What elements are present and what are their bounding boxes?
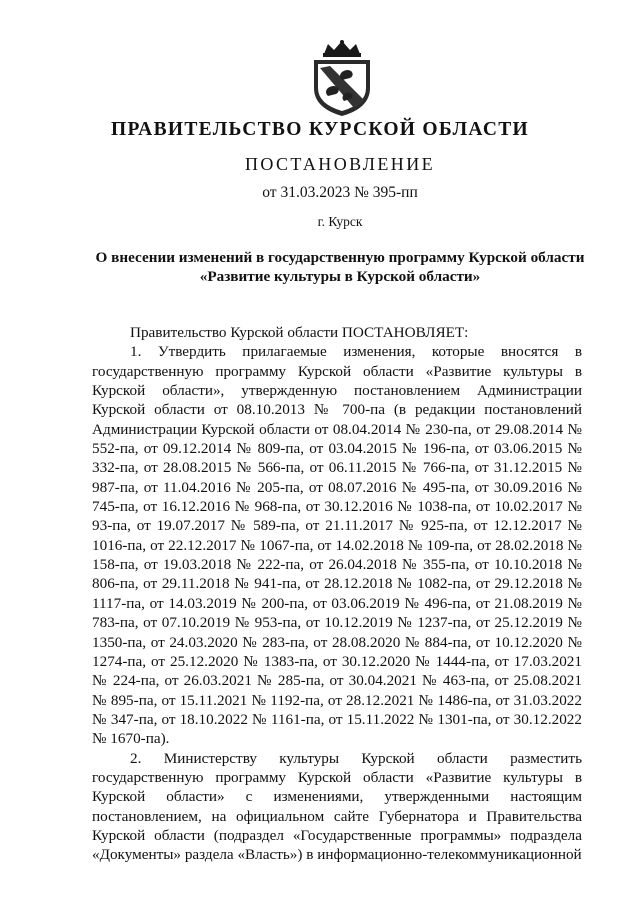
document-heading bbox=[80, 248, 600, 286]
kursk-coat-of-arms-icon bbox=[306, 38, 378, 118]
body-intro: Правительство Курской области ПОСТАНОВЛЯЕТ: bbox=[130, 324, 469, 341]
document-date-number: от 31.03.2023 № 395-пп bbox=[262, 184, 418, 201]
body-item-2: 2. Министерству культуры Курской области разместить государственную программу Курской области «Развитие культуры в Курской области» с изменениями, утвержденными настоящим постановлением, на официальном сайте Губернатора и Правительства Курской области (подраздел «Государственные программы» подраздела «Документы» раздела «Власть») в информационно-телекоммуникационной bbox=[92, 749, 582, 864]
body-item-1: 1. Утвердить прилагаемые изменения, которые вносятся в государственную программу Курской области «Развитие культуры в Курской области», утвержденную постановлением Администрации Курской области от 08.10.2013 № 700-па (в редакции постановлений Администрации Курской области от 08.04.2014 № 230-па, от 29.08.2014 № 552-па, от 09.12.2014 № 809-па, от 03.04.2015 № 196-па, от 03.06.2015 № 332-па, от 28.08.2015 № 566-па, от 06.11.2015 № 766-па, от 31.12.2015 № 987-па, от 11.04.2016 № 205-па, от 08.07.2016 № 495-па, от 30.09.2016 № 745-па, от 16.12.2016 № 968-па, от 30.12.2016 № 1038-па, от 10.02.2017 № 93-па, от 19.07.2017 № 589-па, от 21.11.2017 № 925-па, от 12.12.2017 № 1016-па, от 22.12.2017 № 1067-па, от 14.02.2018 № 109-па, от 28.02.2018 № 158-па, от 19.03.2018 № 222-па, от 26.04.2018 № 355-па, от 10.10.2018 № 806-па, от 29.11.2018 № 941-па, от 28.12.2018 № 1082-па, от 29.12.2018 № 1117-па, от 14.03.2019 № 200-па, от 03.06.2019 № 496-па, от 21.08.2019 № 783-па, от 07.10.2019 № 953-па, от 10.12.2019 № 1237-па, от 25.12.2019 № 1350-па, от 24.03.2020 № 283-па, от 28.08.2020 № 884-па, от 10.12.2020 № 1274-па, от 25.12.2020 № 1383-па, от 30.12.2020 № 1444-па, от 17.03.2021 № 224-па, от 26.03.2021 № 285-па, от 30.04.2021 № 463-па, от 25.08.2021 № 895-па, от 15.11.2021 № 1192-па, от 28.12.2021 № 1486-па, от 31.03.2022 № 347-па, от 18.10.2022 № 1161-па, от 15.11.2022 № 1301-па, от 30.12.2022 № 1670-па). bbox=[92, 343, 582, 748]
heading-line-1: О внесении изменений в государственную программу Курской области bbox=[95, 249, 585, 266]
document-body bbox=[92, 323, 582, 865]
heading-line-2: «Развитие культуры в Курской области» bbox=[199, 268, 481, 285]
document-city: г. Курск bbox=[317, 214, 363, 229]
document-type: ПОСТАНОВЛЕНИЕ bbox=[244, 154, 436, 174]
government-title: ПРАВИТЕЛЬСТВО КУРСКОЙ ОБЛАСТИ bbox=[111, 119, 529, 140]
